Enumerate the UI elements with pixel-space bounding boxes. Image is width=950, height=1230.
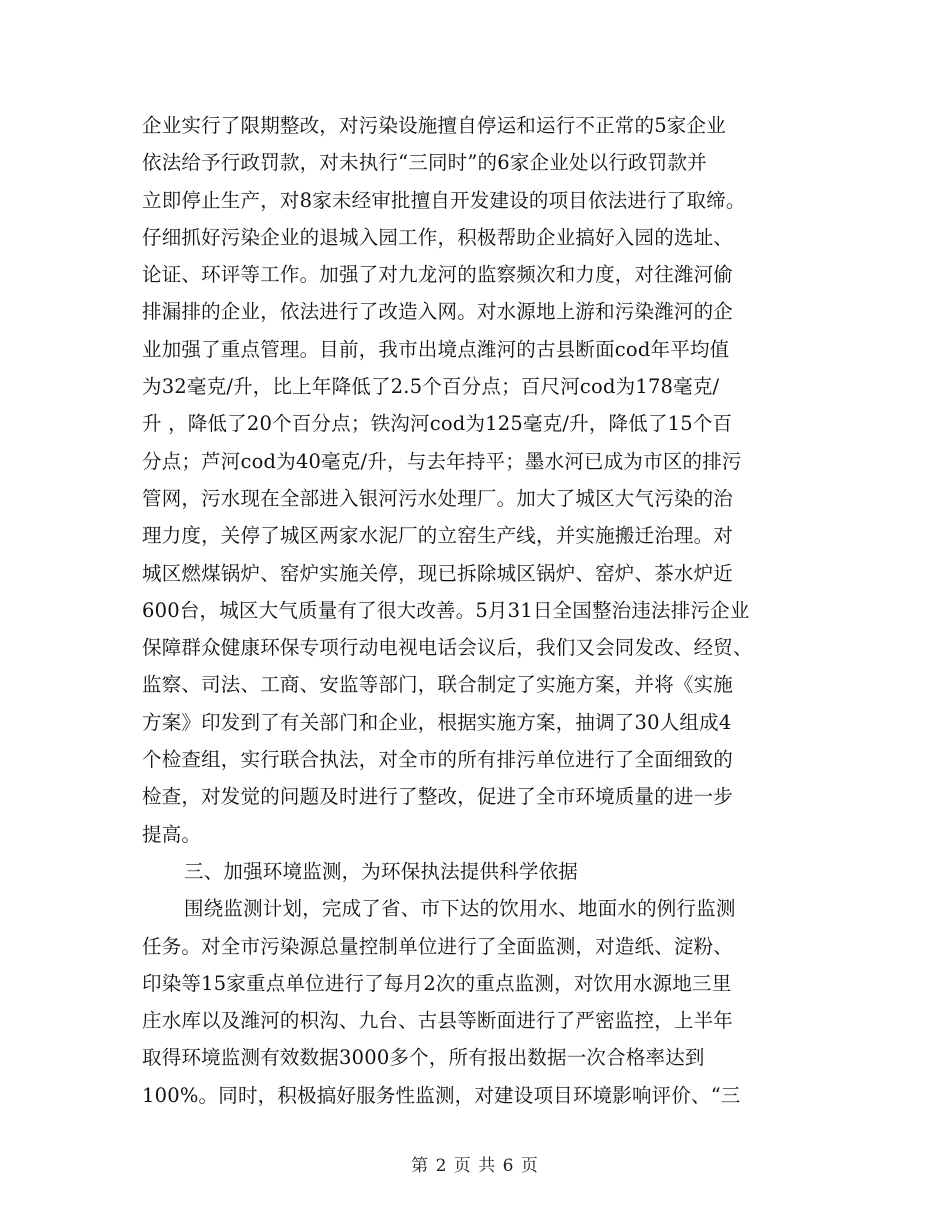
text-line: 排漏排的企业，依法进行了改造入网。对水源地上游和污染潍河的企 <box>142 300 734 324</box>
section-heading: 三、加强环境监测，为环保执法提供科学依据 <box>184 859 579 883</box>
text-line: 围绕监测计划，完成了省、市下达的饮用水、地面水的例行监测 <box>184 897 736 921</box>
text-line: 分点；芦河cod为40毫克/升，与去年持平；墨水河已成为市区的排污 <box>142 449 742 473</box>
document-body <box>142 107 832 1114</box>
page-number-footer: 第 2 页 共 6 页 <box>411 1156 539 1176</box>
text-line: 业加强了重点管理。目前，我市出境点潍河的古县断面cod年平均值 <box>142 337 730 361</box>
text-line: 依法给予行政罚款，对未执行“三同时”的6家企业处以行政罚款并 <box>142 151 707 175</box>
text-line: 为32毫克/升，比上年降低了2.5个百分点；百尺河cod为178毫克/ <box>142 375 720 399</box>
text-line: 保障群众健康环保专项行动电视电话会议后，我们又会同发改、经贸、 <box>142 636 753 660</box>
text-line: 企业实行了限期整改，对污染设施擅自停运和运行不正常的5家企业 <box>142 114 726 137</box>
text-line: 任务。对全市污染源总量控制单位进行了全面监测，对造纸、淀粉、 <box>142 934 734 958</box>
text-line: 城区燃煤锅炉、窑炉实施关停，现已拆除城区锅炉、窑炉、茶水炉近 <box>142 561 734 585</box>
text-line: 仔细抓好污染企业的退城入园工作，积极帮助企业搞好入园的选址、 <box>142 225 734 249</box>
text-line: 理力度，关停了城区两家水泥厂的立窑生产线，并实施搬迁治理。对 <box>142 524 734 548</box>
paragraph-monitoring <box>142 890 832 1114</box>
text-line: 取得环境监测有效数据3000多个，所有报出数据一次合格率达到 <box>142 1046 705 1070</box>
text-line: 个检查组，实行联合执法，对全市的所有排污单位进行了全面细致的 <box>142 748 734 772</box>
text-line: 升 ，降低了20个百分点；铁沟河cod为125毫克/升，降低了15个百 <box>142 412 733 436</box>
text-line: 检查，对发觉的问题及时进行了整改，促进了全市环境质量的进一步 <box>142 785 734 809</box>
text-line: 600台，城区大气质量有了很大改善。5月31日全国整治违法排污企业 <box>142 598 750 622</box>
text-line: 方案》印发到了有关部门和企业，根据实施方案，抽调了30人组成4 <box>142 710 732 734</box>
paragraph-enforcement <box>142 107 832 853</box>
text-line: 监察、司法、工商、安监等部门，联合制定了实施方案，并将《实施 <box>142 673 734 697</box>
text-line: 提高。 <box>142 822 202 846</box>
text-line: 管网，污水现在全部进入银河污水处理厂。加大了城区大气污染的治 <box>142 486 734 510</box>
text-line: 论证、环评等工作。加强了对九龙河的监察频次和力度，对往潍河偷 <box>142 263 734 287</box>
text-line: 立即停止生产，对8家未经审批擅自开发建设的项目依法进行了取缔。 <box>142 188 746 212</box>
text-line: 100%。同时，积极搞好服务性监测，对建设项目环境影响评价、“三 <box>142 1083 741 1107</box>
text-line: 印染等15家重点单位进行了每月2次的重点监测，对饮用水源地三里 <box>142 971 732 995</box>
text-line: 庄水库以及潍河的枳沟、九台、古县等断面进行了严密监控，上半年 <box>142 1009 734 1033</box>
